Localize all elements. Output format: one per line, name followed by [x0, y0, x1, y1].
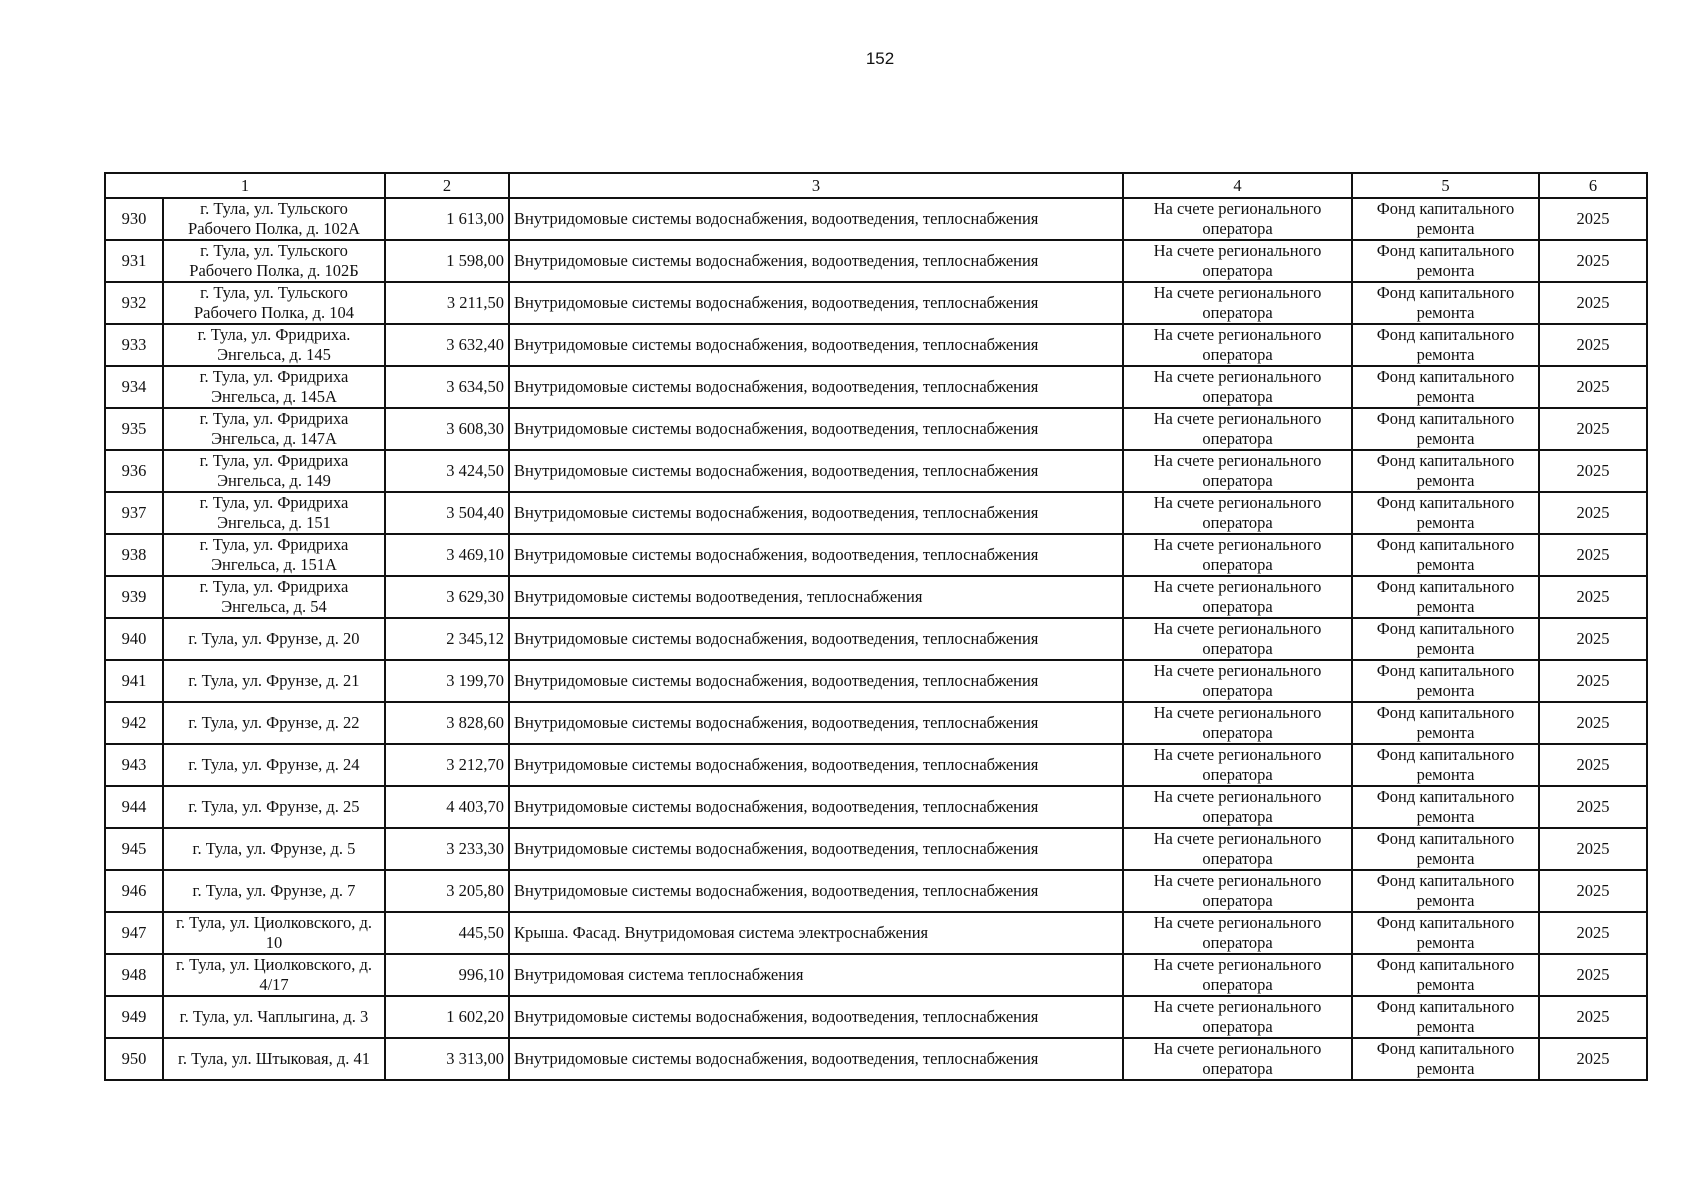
column-header-3: 3	[509, 173, 1123, 198]
table-row	[105, 450, 1647, 492]
works-cell: Крыша. Фасад. Внутридомовая система электроснабжения	[509, 912, 1123, 954]
area-cell: 3 469,10	[385, 534, 509, 576]
table-row	[105, 240, 1647, 282]
table-row	[105, 828, 1647, 870]
table-row	[105, 408, 1647, 450]
table-row	[105, 282, 1647, 324]
area-cell: 1 602,20	[385, 996, 509, 1038]
area-cell: 3 608,30	[385, 408, 509, 450]
area-cell: 2 345,12	[385, 618, 509, 660]
works-cell: Внутридомовые системы водоснабжения, водоотведения, теплоснабжения	[509, 1038, 1123, 1080]
works-cell: Внутридомовые системы водоснабжения, водоотведения, теплоснабжения	[509, 702, 1123, 744]
fund-account-cell: На счете регионального оператора	[1123, 786, 1352, 828]
address-cell: г. Тула, ул. Фридриха Энгельса, д. 149	[163, 450, 385, 492]
funding-source-cell: Фонд капитального ремонта	[1352, 786, 1539, 828]
works-cell: Внутридомовые системы водоснабжения, водоотведения, теплоснабжения	[509, 744, 1123, 786]
table-row	[105, 954, 1647, 996]
row-number-cell: 947	[105, 912, 163, 954]
works-cell: Внутридомовые системы водоснабжения, водоотведения, теплоснабжения	[509, 660, 1123, 702]
column-header-1: 1	[105, 173, 385, 198]
row-number-cell: 941	[105, 660, 163, 702]
row-number-cell: 933	[105, 324, 163, 366]
fund-account-cell: На счете регионального оператора	[1123, 576, 1352, 618]
year-cell: 2025	[1539, 870, 1647, 912]
fund-account-cell: На счете регионального оператора	[1123, 996, 1352, 1038]
works-cell: Внутридомовые системы водоснабжения, водоотведения, теплоснабжения	[509, 282, 1123, 324]
area-cell: 3 313,00	[385, 1038, 509, 1080]
fund-account-cell: На счете регионального оператора	[1123, 1038, 1352, 1080]
address-cell: г. Тула, ул. Фрунзе, д. 5	[163, 828, 385, 870]
area-cell: 1 613,00	[385, 198, 509, 240]
year-cell: 2025	[1539, 534, 1647, 576]
works-cell: Внутридомовые системы водоснабжения, водоотведения, теплоснабжения	[509, 618, 1123, 660]
funding-source-cell: Фонд капитального ремонта	[1352, 660, 1539, 702]
year-cell: 2025	[1539, 282, 1647, 324]
table-row	[105, 324, 1647, 366]
table-row	[105, 198, 1647, 240]
funding-source-cell: Фонд капитального ремонта	[1352, 954, 1539, 996]
area-cell: 445,50	[385, 912, 509, 954]
works-cell: Внутридомовые системы водоснабжения, водоотведения, теплоснабжения	[509, 198, 1123, 240]
column-header-4: 4	[1123, 173, 1352, 198]
table-row	[105, 912, 1647, 954]
works-cell: Внутридомовые системы водоснабжения, водоотведения, теплоснабжения	[509, 870, 1123, 912]
area-cell: 3 504,40	[385, 492, 509, 534]
area-cell: 3 211,50	[385, 282, 509, 324]
address-cell: г. Тула, ул. Штыковая, д. 41	[163, 1038, 385, 1080]
table-row	[105, 702, 1647, 744]
year-cell: 2025	[1539, 912, 1647, 954]
fund-account-cell: На счете регионального оператора	[1123, 366, 1352, 408]
column-header-6: 6	[1539, 173, 1647, 198]
column-header-5: 5	[1352, 173, 1539, 198]
funding-source-cell: Фонд капитального ремонта	[1352, 828, 1539, 870]
year-cell: 2025	[1539, 576, 1647, 618]
area-cell: 3 212,70	[385, 744, 509, 786]
row-number-cell: 940	[105, 618, 163, 660]
row-number-cell: 935	[105, 408, 163, 450]
row-number-cell: 943	[105, 744, 163, 786]
funding-source-cell: Фонд капитального ремонта	[1352, 534, 1539, 576]
works-cell: Внутридомовая система теплоснабжения	[509, 954, 1123, 996]
works-cell: Внутридомовые системы водоотведения, теплоснабжения	[509, 576, 1123, 618]
funding-source-cell: Фонд капитального ремонта	[1352, 282, 1539, 324]
table-row	[105, 534, 1647, 576]
row-number-cell: 934	[105, 366, 163, 408]
capital-repair-table	[104, 172, 1648, 1081]
fund-account-cell: На счете регионального оператора	[1123, 408, 1352, 450]
address-cell: г. Тула, ул. Фрунзе, д. 20	[163, 618, 385, 660]
fund-account-cell: На счете регионального оператора	[1123, 702, 1352, 744]
table-row	[105, 1038, 1647, 1080]
year-cell: 2025	[1539, 996, 1647, 1038]
year-cell: 2025	[1539, 954, 1647, 996]
fund-account-cell: На счете регионального оператора	[1123, 240, 1352, 282]
works-cell: Внутридомовые системы водоснабжения, водоотведения, теплоснабжения	[509, 324, 1123, 366]
table-row	[105, 870, 1647, 912]
address-cell: г. Тула, ул. Фридриха. Энгельса, д. 145	[163, 324, 385, 366]
funding-source-cell: Фонд капитального ремонта	[1352, 912, 1539, 954]
fund-account-cell: На счете регионального оператора	[1123, 324, 1352, 366]
area-cell: 3 634,50	[385, 366, 509, 408]
works-cell: Внутридомовые системы водоснабжения, водоотведения, теплоснабжения	[509, 366, 1123, 408]
row-number-cell: 949	[105, 996, 163, 1038]
table-row	[105, 366, 1647, 408]
page-number: 152	[865, 49, 895, 68]
funding-source-cell: Фонд капитального ремонта	[1352, 744, 1539, 786]
fund-account-cell: На счете регионального оператора	[1123, 450, 1352, 492]
funding-source-cell: Фонд капитального ремонта	[1352, 702, 1539, 744]
row-number-cell: 937	[105, 492, 163, 534]
year-cell: 2025	[1539, 618, 1647, 660]
row-number-cell: 939	[105, 576, 163, 618]
funding-source-cell: Фонд капитального ремонта	[1352, 408, 1539, 450]
year-cell: 2025	[1539, 198, 1647, 240]
year-cell: 2025	[1539, 660, 1647, 702]
address-cell: г. Тула, ул. Тульского Рабочего Полка, д. 104	[163, 282, 385, 324]
works-cell: Внутридомовые системы водоснабжения, водоотведения, теплоснабжения	[509, 534, 1123, 576]
area-cell: 4 403,70	[385, 786, 509, 828]
table-row	[105, 618, 1647, 660]
row-number-cell: 938	[105, 534, 163, 576]
area-cell: 3 632,40	[385, 324, 509, 366]
fund-account-cell: На счете регионального оператора	[1123, 282, 1352, 324]
address-cell: г. Тула, ул. Фридриха Энгельса, д. 151А	[163, 534, 385, 576]
row-number-cell: 931	[105, 240, 163, 282]
year-cell: 2025	[1539, 240, 1647, 282]
fund-account-cell: На счете регионального оператора	[1123, 618, 1352, 660]
address-cell: г. Тула, ул. Фрунзе, д. 22	[163, 702, 385, 744]
row-number-cell: 936	[105, 450, 163, 492]
fund-account-cell: На счете регионального оператора	[1123, 198, 1352, 240]
fund-account-cell: На счете регионального оператора	[1123, 954, 1352, 996]
funding-source-cell: Фонд капитального ремонта	[1352, 366, 1539, 408]
table-row	[105, 576, 1647, 618]
works-cell: Внутридомовые системы водоснабжения, водоотведения, теплоснабжения	[509, 828, 1123, 870]
funding-source-cell: Фонд капитального ремонта	[1352, 870, 1539, 912]
table-row	[105, 786, 1647, 828]
fund-account-cell: На счете регионального оператора	[1123, 660, 1352, 702]
funding-source-cell: Фонд капитального ремонта	[1352, 198, 1539, 240]
row-number-cell: 945	[105, 828, 163, 870]
works-cell: Внутридомовые системы водоснабжения, водоотведения, теплоснабжения	[509, 240, 1123, 282]
fund-account-cell: На счете регионального оператора	[1123, 828, 1352, 870]
address-cell: г. Тула, ул. Фрунзе, д. 25	[163, 786, 385, 828]
address-cell: г. Тула, ул. Циолковского, д. 10	[163, 912, 385, 954]
address-cell: г. Тула, ул. Фрунзе, д. 21	[163, 660, 385, 702]
row-number-cell: 950	[105, 1038, 163, 1080]
funding-source-cell: Фонд капитального ремонта	[1352, 618, 1539, 660]
table-row	[105, 660, 1647, 702]
fund-account-cell: На счете регионального оператора	[1123, 744, 1352, 786]
fund-account-cell: На счете регионального оператора	[1123, 534, 1352, 576]
address-cell: г. Тула, ул. Тульского Рабочего Полка, д. 102Б	[163, 240, 385, 282]
year-cell: 2025	[1539, 324, 1647, 366]
row-number-cell: 944	[105, 786, 163, 828]
table-row	[105, 744, 1647, 786]
address-cell: г. Тула, ул. Фридриха Энгельса, д. 145А	[163, 366, 385, 408]
area-cell: 3 629,30	[385, 576, 509, 618]
area-cell: 3 424,50	[385, 450, 509, 492]
works-cell: Внутридомовые системы водоснабжения, водоотведения, теплоснабжения	[509, 408, 1123, 450]
column-header-2: 2	[385, 173, 509, 198]
table-row	[105, 996, 1647, 1038]
address-cell: г. Тула, ул. Циолковского, д. 4/17	[163, 954, 385, 996]
table-body	[105, 173, 1647, 1080]
funding-source-cell: Фонд капитального ремонта	[1352, 492, 1539, 534]
funding-source-cell: Фонд капитального ремонта	[1352, 240, 1539, 282]
area-cell: 996,10	[385, 954, 509, 996]
funding-source-cell: Фонд капитального ремонта	[1352, 1038, 1539, 1080]
address-cell: г. Тула, ул. Фридриха Энгельса, д. 151	[163, 492, 385, 534]
works-cell: Внутридомовые системы водоснабжения, водоотведения, теплоснабжения	[509, 492, 1123, 534]
column-number-header-row	[105, 173, 1647, 198]
address-cell: г. Тула, ул. Чаплыгина, д. 3	[163, 996, 385, 1038]
area-cell: 3 199,70	[385, 660, 509, 702]
fund-account-cell: На счете регионального оператора	[1123, 912, 1352, 954]
year-cell: 2025	[1539, 492, 1647, 534]
table-row	[105, 492, 1647, 534]
row-number-cell: 948	[105, 954, 163, 996]
row-number-cell: 946	[105, 870, 163, 912]
area-cell: 3 233,30	[385, 828, 509, 870]
funding-source-cell: Фонд капитального ремонта	[1352, 450, 1539, 492]
works-cell: Внутридомовые системы водоснабжения, водоотведения, теплоснабжения	[509, 450, 1123, 492]
year-cell: 2025	[1539, 702, 1647, 744]
area-cell: 3 205,80	[385, 870, 509, 912]
fund-account-cell: На счете регионального оператора	[1123, 870, 1352, 912]
year-cell: 2025	[1539, 408, 1647, 450]
row-number-cell: 930	[105, 198, 163, 240]
row-number-cell: 932	[105, 282, 163, 324]
address-cell: г. Тула, ул. Тульского Рабочего Полка, д. 102А	[163, 198, 385, 240]
funding-source-cell: Фонд капитального ремонта	[1352, 324, 1539, 366]
fund-account-cell: На счете регионального оператора	[1123, 492, 1352, 534]
year-cell: 2025	[1539, 786, 1647, 828]
works-cell: Внутридомовые системы водоснабжения, водоотведения, теплоснабжения	[509, 786, 1123, 828]
area-cell: 1 598,00	[385, 240, 509, 282]
year-cell: 2025	[1539, 366, 1647, 408]
year-cell: 2025	[1539, 828, 1647, 870]
year-cell: 2025	[1539, 1038, 1647, 1080]
row-number-cell: 942	[105, 702, 163, 744]
address-cell: г. Тула, ул. Фрунзе, д. 24	[163, 744, 385, 786]
address-cell: г. Тула, ул. Фридриха Энгельса, д. 147А	[163, 408, 385, 450]
address-cell: г. Тула, ул. Фрунзе, д. 7	[163, 870, 385, 912]
funding-source-cell: Фонд капитального ремонта	[1352, 996, 1539, 1038]
year-cell: 2025	[1539, 450, 1647, 492]
address-cell: г. Тула, ул. Фридриха Энгельса, д. 54	[163, 576, 385, 618]
area-cell: 3 828,60	[385, 702, 509, 744]
works-cell: Внутридомовые системы водоснабжения, водоотведения, теплоснабжения	[509, 996, 1123, 1038]
year-cell: 2025	[1539, 744, 1647, 786]
funding-source-cell: Фонд капитального ремонта	[1352, 576, 1539, 618]
